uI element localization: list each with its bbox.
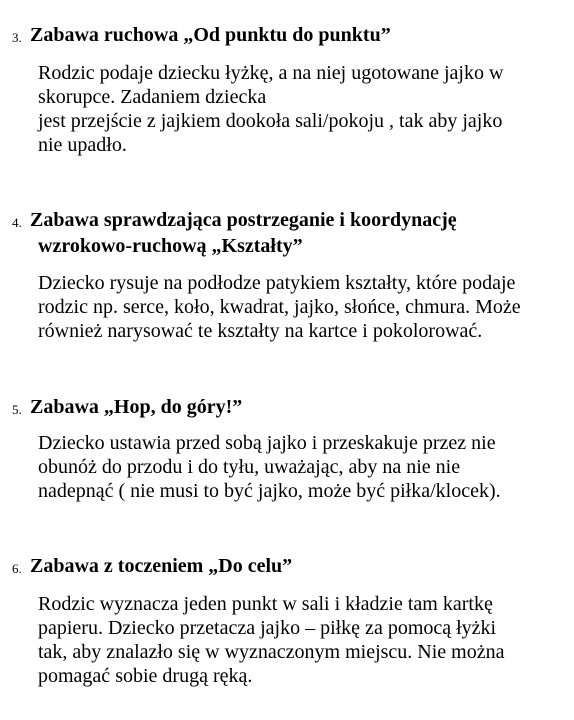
section-number: 4. — [12, 215, 22, 230]
section-body-line: również narysować te kształty na kartce i pokolorować. — [38, 320, 483, 342]
section-title: Zabawa sprawdzająca postrzeganie i koordynację — [30, 209, 457, 231]
section-body-line: rodzic np. serce, koło, kwadrat, jajko, słońce, chmura. Może — [38, 296, 521, 318]
section-number: 3. — [12, 30, 22, 45]
section-body-line: Dziecko ustawia przed sobą jajko i przeskakuje przez nie — [38, 432, 496, 454]
section-body-line: tak, aby znalazło się w wyznaczonym miejscu. Nie można — [38, 641, 505, 663]
section-body-line: obunóż do przodu i do tyłu, uważając, aby na nie nie — [38, 456, 461, 478]
section-body-line: pomagać sobie drugą ręką. — [38, 665, 253, 687]
section-body-line: papieru. Dziecko przetacza jajko – piłkę za pomocą łyżki — [38, 617, 497, 639]
section-title: Zabawa z toczeniem „Do celu” — [30, 555, 293, 577]
section-body-line: skorupce. Zadaniem dziecka — [38, 86, 267, 108]
section-body-line: Rodzic wyznacza jeden punkt w sali i kładzie tam kartkę — [38, 593, 493, 615]
section-number: 5. — [12, 402, 22, 417]
section-title: Zabawa ruchowa „Od punktu do punktu” — [30, 24, 391, 46]
section-body-line: jest przejście z jajkiem dookoła sali/pokoju , tak aby jajko — [38, 110, 503, 132]
section-body-line: Rodzic podaje dziecku łyżkę, a na niej ugotowane jajko w — [38, 62, 504, 84]
section-body-line: nie upadło. — [38, 134, 127, 156]
section-body-line: Dziecko rysuje na podłodze patykiem kształty, które podaje — [38, 272, 516, 294]
section-title: Zabawa „Hop, do góry!” — [30, 396, 243, 418]
section-body-line: nadepnąć ( nie musi to być jajko, może być piłka/klocek). — [38, 480, 501, 502]
section-title-continuation: wzrokowo-ruchową „Kształty” — [38, 235, 303, 257]
section-number: 6. — [12, 561, 22, 576]
